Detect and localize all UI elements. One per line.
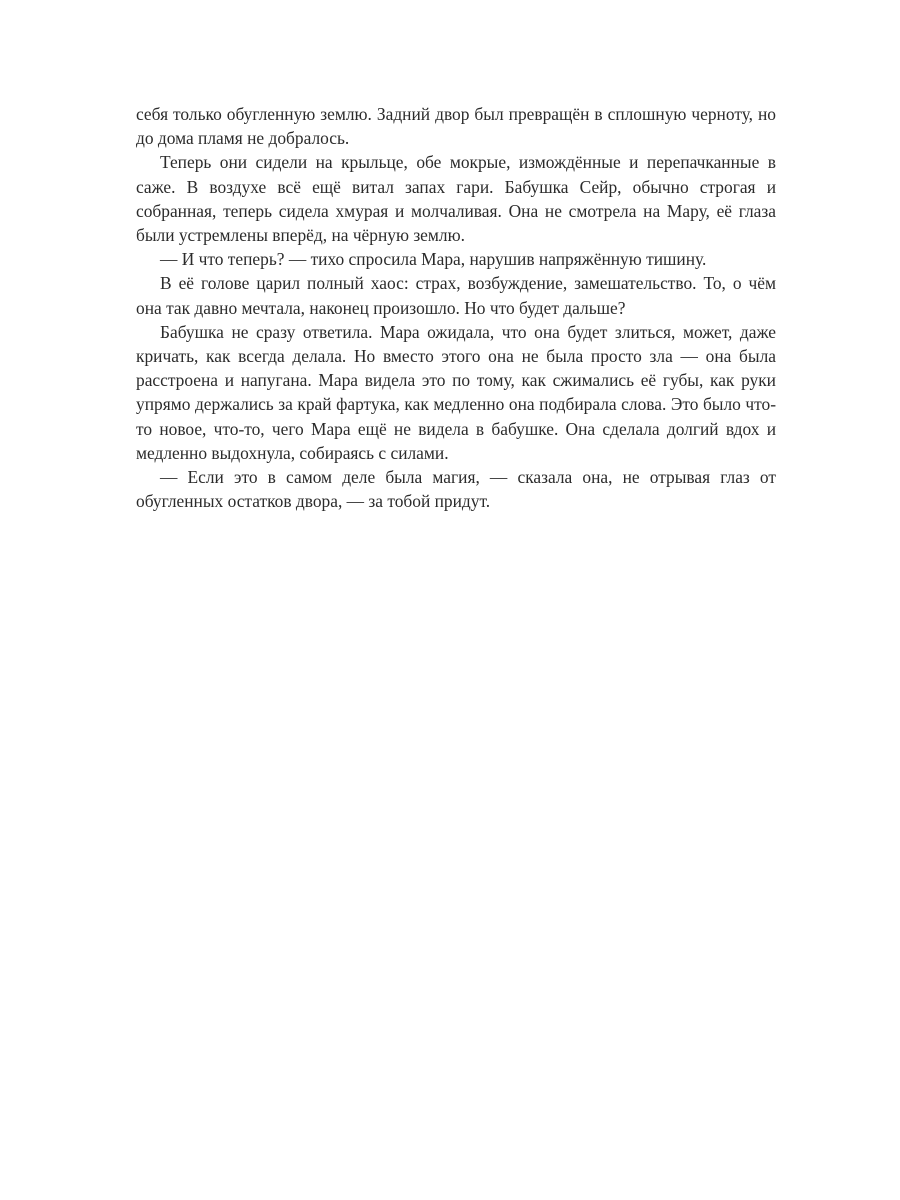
paragraph-6: — Если это в самом деле была магия, — сказала она, не отрывая глаз от обугленных остатков двора, — за тобой придут. — [136, 467, 776, 512]
paragraph-4: В её голове царил полный хаос: страх, возбуждение, замешательство. То, о чём она так давно мечтала, наконец произошло. Но что будет дальше? — [136, 273, 776, 318]
paragraph-5: Бабушка не сразу ответила. Мара ожидала, что она будет злиться, может, даже кричать, как всегда делала. Но вместо этого она не была просто зла — она была расстроена и напугана. Мара видела это по тому, как сжимались её губы, как руки упрямо держались за край фартука, как медленно она подбирала слова. Это было что-то новое, что-то, чего Мара ещё не видела в бабушке. Она сделала долгий вдох и медленно выдохнула, собираясь с силами. — [136, 321, 776, 463]
paragraph-1: себя только обугленную землю. Задний двор был превращён в сплошную черноту, но до дома пламя не добралось. — [136, 104, 776, 149]
paragraph-3: — И что теперь? — тихо спросила Мара, нарушив напряжённую тишину. — [160, 249, 707, 270]
body-text — [136, 102, 776, 513]
paragraph-2: Теперь они сидели на крыльце, обе мокрые, измождённые и перепачканные в саже. В воздухе всё ещё витал запах гари. Бабушка Сейр, обычно строгая и собранная, теперь сидела хмурая и молчаливая. Она не смотрела на Мару, её глаза были устремлены вперёд, на чёрную землю. — [136, 152, 776, 246]
